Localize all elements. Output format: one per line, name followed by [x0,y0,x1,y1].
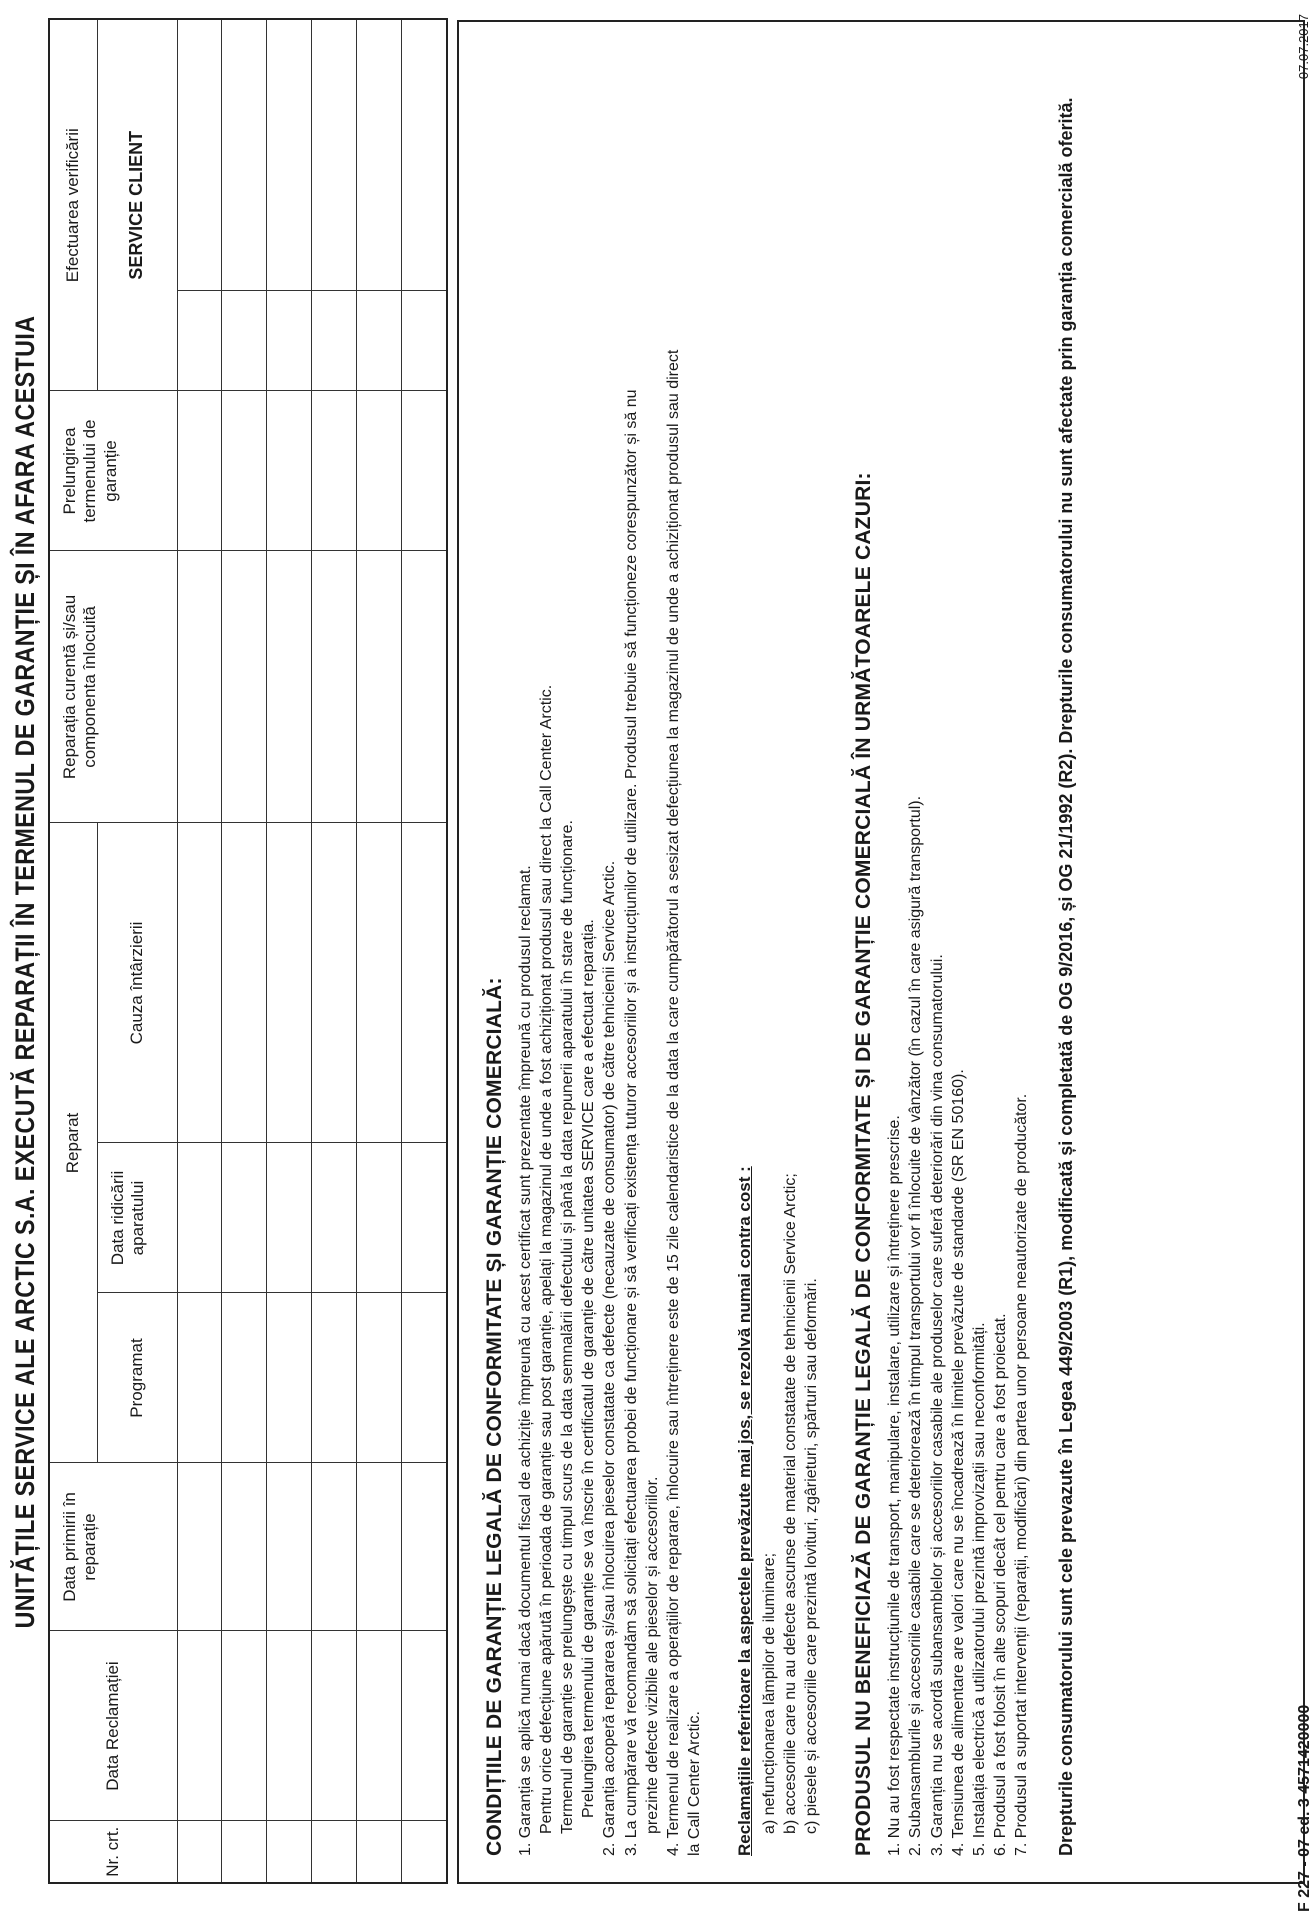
table-cell[interactable] [222,291,267,391]
table-cell[interactable] [222,1631,267,1821]
condition-1-detail: Termenul de garanție se prelungește cu timpul scurs de la data semnalării defectului și până la data repunerii aparatului în stare de funcționare. [559,820,577,1834]
header-data-reclamatiei: Data Reclamației [49,1631,177,1821]
table-cell[interactable] [177,1631,222,1821]
table-cell[interactable] [312,291,357,391]
table-cell[interactable] [357,1293,402,1463]
table-row [357,19,402,1883]
table-cell[interactable] [357,1463,402,1631]
condition-4: 4. Termenul de realizare a operațiilor de reparare, înlocuire sau întreținere este de 15 zile calendaristice de la data la care cumpărătorul a sesizat defecțiunea la magazinul de unde a achiziționat produsul sau direct [664,349,682,1856]
table-cell[interactable] [177,1821,222,1883]
table-cell[interactable] [402,823,447,1143]
header-data-ridicarii: Data ridicării aparatului [97,1143,177,1293]
table-row [402,19,447,1883]
exclusion-item: 1. Nu au fost respectate instrucțiunile de transport, manipulare, instalare, utilizare și întreținere prescrise. [886,1115,904,1856]
table-cell[interactable] [222,19,267,291]
table-cell[interactable] [267,391,312,551]
table-cell[interactable] [402,19,447,291]
exclusion-item: 7. Produsul a suportat intervenții (reparații, modificări) din partea unor persoane neautorizate de producător. [1012,1093,1030,1856]
table-cell[interactable] [177,823,222,1143]
table-cell[interactable] [177,1143,222,1293]
table-cell[interactable] [177,1293,222,1463]
edition-date: 07.07.2017 [1296,14,1311,80]
header-efectuarea: Efectuarea verificării [49,19,97,391]
header-service-client: SERVICE CLIENT [97,19,177,391]
table-cell[interactable] [312,1631,357,1821]
table-cell[interactable] [402,1631,447,1821]
exclusion-item: 6. Produsul a fost folosit în alte scopuri decât cel pentru care a fost proiectat. [991,1313,1009,1856]
table-cell[interactable] [357,1631,402,1821]
table-cell[interactable] [177,19,222,291]
table-cell[interactable] [357,19,402,291]
warranty-conditions [457,20,1305,1884]
page-title: UNITĂȚILE SERVICE ALE ARCTIC S.A. EXECUTĂ REPARAȚII ÎN TERMENUL DE GARANȚIE ȘI ÎN AFARA ACESTUIA [10,315,40,1629]
exclusion-item: 2. Subansamblurile și accesoriile casabile care se deteriorează în timpul transportului vor fi înlocuite de vânzător (în cazul în care asigură transportul). [907,795,925,1856]
table-cell[interactable] [267,1143,312,1293]
table-cell[interactable] [222,551,267,823]
condition-4-cont: la Call Center Arctic. [685,1711,703,1856]
table-cell[interactable] [177,551,222,823]
table-cell[interactable] [402,391,447,551]
header-reparatia: Reparația curentă și/sau componenta înlocuită [49,551,177,823]
header-reparat: Reparat [49,823,97,1463]
complaints-title: Reclamațiile referitoare la aspectele prevăzute mai jos, se rezolvă numai contra cost : [734,1166,754,1856]
table-cell[interactable] [267,1463,312,1631]
table-row [267,19,312,1883]
complaint-item: a) nefuncționarea lămpilor de iluminare; [760,1552,778,1834]
table-cell[interactable] [312,1143,357,1293]
table-cell[interactable] [312,1821,357,1883]
table-cell[interactable] [402,1821,447,1883]
table-cell[interactable] [312,391,357,551]
table-cell[interactable] [267,823,312,1143]
table-cell[interactable] [312,823,357,1143]
condition-1: 1. Garanția se aplică numai dacă documentul fiscal de achiziție împreună cu acest certificat sunt prezentate împreună cu produsul reclamat. [517,865,534,1856]
table-cell[interactable] [222,1821,267,1883]
table-cell[interactable] [222,1143,267,1293]
table-cell[interactable] [357,1143,402,1293]
complaint-item: c) piesele și accesoriile care prezintă lovituri, zgârieturi, spărturi sau deformări. [803,1278,821,1834]
exclusion-item: 3. Garanția nu se acordă subansamblelor și accesoriilor casabile ale produselor care suferă deteriorări din vina consumatorului. [928,954,946,1856]
table-cell[interactable] [177,291,222,391]
table-cell[interactable] [312,19,357,291]
table-cell[interactable] [267,1631,312,1821]
condition-1-detail: Prelungirea termenului de garanție se va înscrie în certificatul de garanție de către unitatea SERVICE care a efectuat reparația. [580,919,598,1818]
table-cell[interactable] [312,1293,357,1463]
table-cell[interactable] [222,391,267,551]
table-cell[interactable] [267,19,312,291]
table-cell[interactable] [222,1463,267,1631]
header-data-primirii: Data primirii în reparație [49,1463,177,1631]
header-nr: Nr. crt. [49,1821,177,1883]
form-code: F 227 - 07 ed. 3 4571420000 [1296,1704,1313,1912]
exclusions-title: PRODUSUL NU BENEFICIAZĂ DE GARANȚIE LEGALĂ DE CONFORMITATE ȘI DE GARANȚIE COMERCIALĂ ÎN URMĂTOARELE CAZURI: [852,472,876,1856]
condition-1-detail: Pentru orice defecțiune apărută în perioada de garanție sau post garanție, apelați la magazinul de unde a fost achiziționat produsul sau direct la Call Center Arctic. [538,684,556,1834]
table-cell[interactable] [177,1463,222,1631]
table-cell[interactable] [357,391,402,551]
consumer-rights: Drepturile consumatorului sunt cele prevazute în Legea 449/2003 (R1), modificată și completată de OG 9/2016, și OG 21/1992 (R2). Drepturile consumatorului nu sunt afectate prin garanția comercială oferită. [1056,97,1077,1856]
table-cell[interactable] [357,551,402,823]
header-cauza: Cauza întârzierii [97,823,177,1143]
header-prelungirea: Prelungirea termenului de garanție [49,391,177,551]
header-programat: Programat [97,1293,177,1463]
condition-3: 3. La cumpărare vă recomandăm să solicitați efectuarea probei de funcționare și să verificați existența tuturor accesoriilor și a instrucțiunilor de utilizare. Produsul trebuie să funcționeze corespunzător și să nu [622,389,640,1856]
table-cell[interactable] [177,391,222,551]
table-cell[interactable] [357,1821,402,1883]
table-cell[interactable] [267,291,312,391]
table-cell[interactable] [267,1293,312,1463]
table-cell[interactable] [222,1293,267,1463]
table-cell[interactable] [267,1821,312,1883]
table-cell[interactable] [267,551,312,823]
table-cell[interactable] [402,1463,447,1631]
exclusion-item: 5. Instalația electrică a utilizatorului prezintă improvizații sau neconformități. [970,1322,988,1856]
complaint-item: b) accesoriile care nu au defecte ascunse de material constatate de tehnicienii Service Arctic; [782,1173,800,1834]
table-cell[interactable] [402,291,447,391]
table-cell[interactable] [402,551,447,823]
table-cell[interactable] [357,291,402,391]
table-cell[interactable] [312,1463,357,1631]
condition-3-cont: prezinte defecte vizibile ale pieselor și accesoriilor. [643,1476,661,1834]
table-cell[interactable] [402,1293,447,1463]
table-row [222,19,267,1883]
table-cell[interactable] [402,1143,447,1293]
table-cell[interactable] [357,823,402,1143]
repair-log-table [48,18,448,1884]
table-row [312,19,357,1883]
table-row [177,19,222,1883]
condition-2: 2. Garanția acoperă repararea și/sau înlocuirea pieselor constatate ca defecte (necauzate de consumator) de către tehnicienii Service Arctic. [601,860,619,1856]
exclusion-item: 4. Tensiunea de alimentare are valori care nu se încadrează în limitele prevăzute de standarde (SR EN 50160). [949,1069,967,1856]
table-cell[interactable] [222,823,267,1143]
conditions-title: CONDIȚIILE DE GARANȚIE LEGALĂ DE CONFORMITATE ȘI GARANȚIE COMERCIALĂ: [483,977,506,1856]
table-cell[interactable] [312,551,357,823]
